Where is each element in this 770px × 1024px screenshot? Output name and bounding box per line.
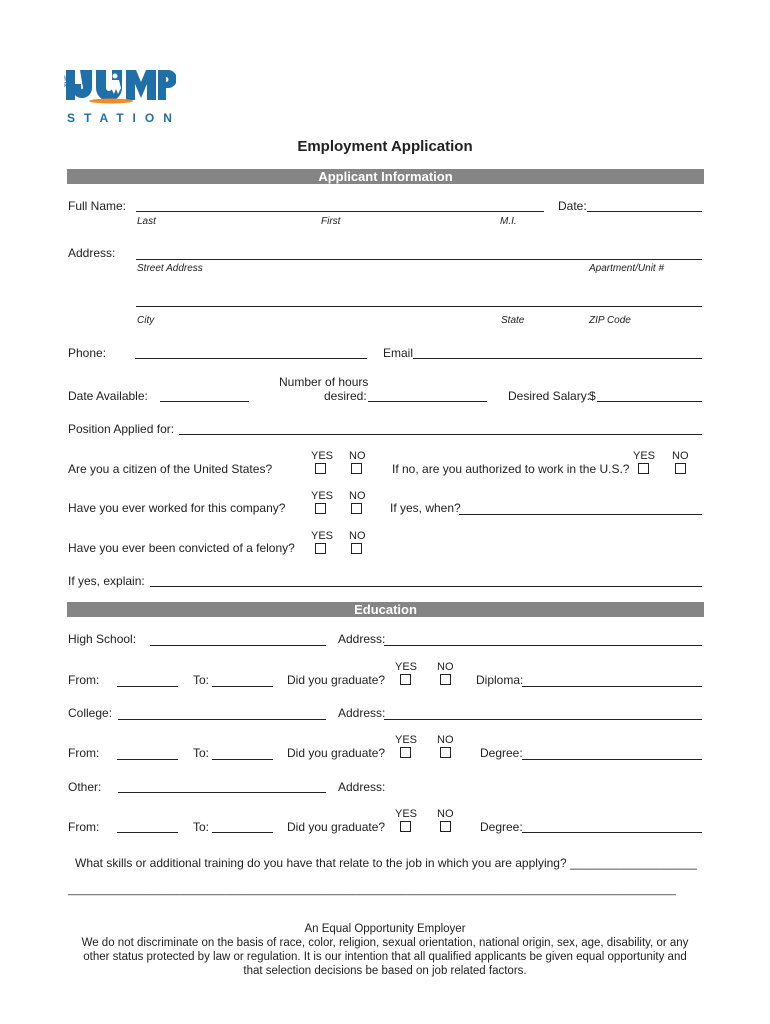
footer-line-2: We do not discriminate on the basis of race, color, religion, sexual orientation, national origin, sex, age, disability, or any xyxy=(81,937,689,949)
other-no-checkbox[interactable] xyxy=(440,821,451,832)
citizen-no-label: NO xyxy=(349,450,366,462)
hours-label-line2: desired: xyxy=(324,389,367,403)
authorized-question: If no, are you authorized to work in the U.S.? xyxy=(392,462,630,476)
authorized-no-label: NO xyxy=(672,450,689,462)
high-school-to-label: To: xyxy=(193,673,210,687)
skills-answer-line[interactable]: _________________________________________________________________________________________________ xyxy=(68,884,676,896)
authorized-yes-label: YES xyxy=(633,450,656,462)
other-to-field[interactable] xyxy=(212,832,273,833)
when-label: If yes, when? xyxy=(390,501,461,515)
other-from-field[interactable] xyxy=(117,832,178,833)
high-school-field[interactable] xyxy=(150,645,326,646)
full-name-label: Full Name: xyxy=(68,199,127,213)
college-degree-label: Degree: xyxy=(480,746,523,760)
high-school-address-field[interactable] xyxy=(384,645,702,646)
high-school-no-label: NO xyxy=(437,661,454,673)
date-available-field[interactable] xyxy=(160,401,249,402)
other-graduate-label: Did you graduate? xyxy=(287,820,386,834)
phone-label: Phone: xyxy=(68,346,107,360)
high-school-label: High School: xyxy=(68,632,137,646)
street-sublabel: Street Address xyxy=(137,263,203,274)
email-label: Email xyxy=(383,346,414,360)
footer-statement xyxy=(60,922,710,978)
other-address-label: Address: xyxy=(338,780,386,794)
first-sublabel: First xyxy=(321,216,341,227)
mi-sublabel: M.I. xyxy=(500,216,517,227)
college-label: College: xyxy=(68,706,113,720)
date-available-label: Date Available: xyxy=(68,389,148,403)
other-from-label: From: xyxy=(68,820,100,834)
zip-sublabel: ZIP Code xyxy=(589,315,631,326)
high-school-from-field[interactable] xyxy=(117,686,178,687)
desired-salary-field[interactable] xyxy=(597,401,702,402)
section-education: Education xyxy=(67,602,704,617)
college-address-label: Address: xyxy=(338,706,386,720)
college-to-label: To: xyxy=(193,746,210,760)
felony-yes-label: YES xyxy=(311,530,334,542)
phone-field[interactable] xyxy=(135,358,367,359)
worked-yes-checkbox[interactable] xyxy=(315,503,326,514)
hours-field[interactable] xyxy=(368,401,487,402)
last-sublabel: Last xyxy=(137,216,156,227)
college-from-field[interactable] xyxy=(117,759,178,760)
city-sublabel: City xyxy=(137,315,155,326)
college-no-checkbox[interactable] xyxy=(440,747,451,758)
section-applicant-information: Applicant Information xyxy=(67,169,704,184)
diploma-field[interactable] xyxy=(522,686,702,687)
other-label: Other: xyxy=(68,780,102,794)
felony-no-checkbox[interactable] xyxy=(351,543,362,554)
citizen-yes-label: YES xyxy=(311,450,334,462)
footer-line-1: An Equal Opportunity Employer xyxy=(304,923,466,935)
footer-line-3: other status protected by law or regulation. It is our intention that all qualified applicants be given equal opportunity and xyxy=(83,951,687,963)
logo-station: STATION xyxy=(67,111,181,125)
high-school-from-label: From: xyxy=(68,673,100,687)
citizen-question: Are you a citizen of the United States? xyxy=(68,462,273,476)
when-field[interactable] xyxy=(459,514,702,515)
college-degree-field[interactable] xyxy=(522,759,702,760)
position-label: Position Applied for: xyxy=(68,422,175,436)
high-school-no-checkbox[interactable] xyxy=(440,674,451,685)
high-school-to-field[interactable] xyxy=(212,686,273,687)
college-graduate-label: Did you graduate? xyxy=(287,746,386,760)
footer-line-4: that selection decisions be based on job related factors. xyxy=(243,965,527,977)
logo-graphic xyxy=(66,68,176,104)
other-to-label: To: xyxy=(193,820,210,834)
apartment-sublabel: Apartment/Unit # xyxy=(589,263,665,274)
college-yes-checkbox[interactable] xyxy=(400,747,411,758)
high-school-graduate-label: Did you graduate? xyxy=(287,673,386,687)
authorized-yes-checkbox[interactable] xyxy=(638,463,649,474)
hours-label-line1: Number of hours xyxy=(279,375,369,389)
city-state-zip-field[interactable] xyxy=(136,306,702,307)
date-field[interactable] xyxy=(587,211,702,212)
felony-question: Have you ever been convicted of a felony? xyxy=(68,541,295,555)
worked-no-checkbox[interactable] xyxy=(351,503,362,514)
salary-dollar-sign: $ xyxy=(589,389,596,403)
other-field[interactable] xyxy=(118,792,326,793)
other-degree-field[interactable] xyxy=(522,832,702,833)
other-yes-label: YES xyxy=(395,808,418,820)
college-address-field[interactable] xyxy=(384,719,702,720)
position-field[interactable] xyxy=(179,434,702,435)
high-school-yes-checkbox[interactable] xyxy=(400,674,411,685)
full-name-field[interactable] xyxy=(136,211,544,212)
felony-yes-checkbox[interactable] xyxy=(315,543,326,554)
diploma-label: Diploma: xyxy=(476,673,524,687)
worked-yes-label: YES xyxy=(311,490,334,502)
citizen-no-checkbox[interactable] xyxy=(351,463,362,474)
college-from-label: From: xyxy=(68,746,100,760)
logo-jump-text xyxy=(66,78,69,79)
email-field[interactable] xyxy=(413,358,702,359)
explain-field[interactable] xyxy=(150,586,702,587)
worked-question: Have you ever worked for this company? xyxy=(68,501,286,515)
logo-the: THE xyxy=(65,75,71,87)
skills-question: What skills or additional training do you have that relate to the job in which you are applying? ___________________ xyxy=(75,856,697,870)
high-school-yes-label: YES xyxy=(395,661,418,673)
worked-no-label: NO xyxy=(349,490,366,502)
college-to-field[interactable] xyxy=(212,759,273,760)
authorized-no-checkbox[interactable] xyxy=(675,463,686,474)
high-school-address-label: Address: xyxy=(338,632,386,646)
other-no-label: NO xyxy=(437,808,454,820)
college-field[interactable] xyxy=(118,719,326,720)
other-yes-checkbox[interactable] xyxy=(400,821,411,832)
felony-no-label: NO xyxy=(349,530,366,542)
other-degree-label: Degree: xyxy=(480,820,523,834)
state-sublabel: State xyxy=(501,315,525,326)
date-label: Date: xyxy=(558,199,587,213)
college-yes-label: YES xyxy=(395,734,418,746)
college-no-label: NO xyxy=(437,734,454,746)
desired-salary-label: Desired Salary: xyxy=(508,389,591,403)
street-address-field[interactable] xyxy=(136,259,702,260)
citizen-yes-checkbox[interactable] xyxy=(315,463,326,474)
address-label: Address: xyxy=(68,246,116,260)
explain-label: If yes, explain: xyxy=(68,574,145,588)
page-title: Employment Application xyxy=(297,138,473,155)
logo xyxy=(65,68,181,128)
